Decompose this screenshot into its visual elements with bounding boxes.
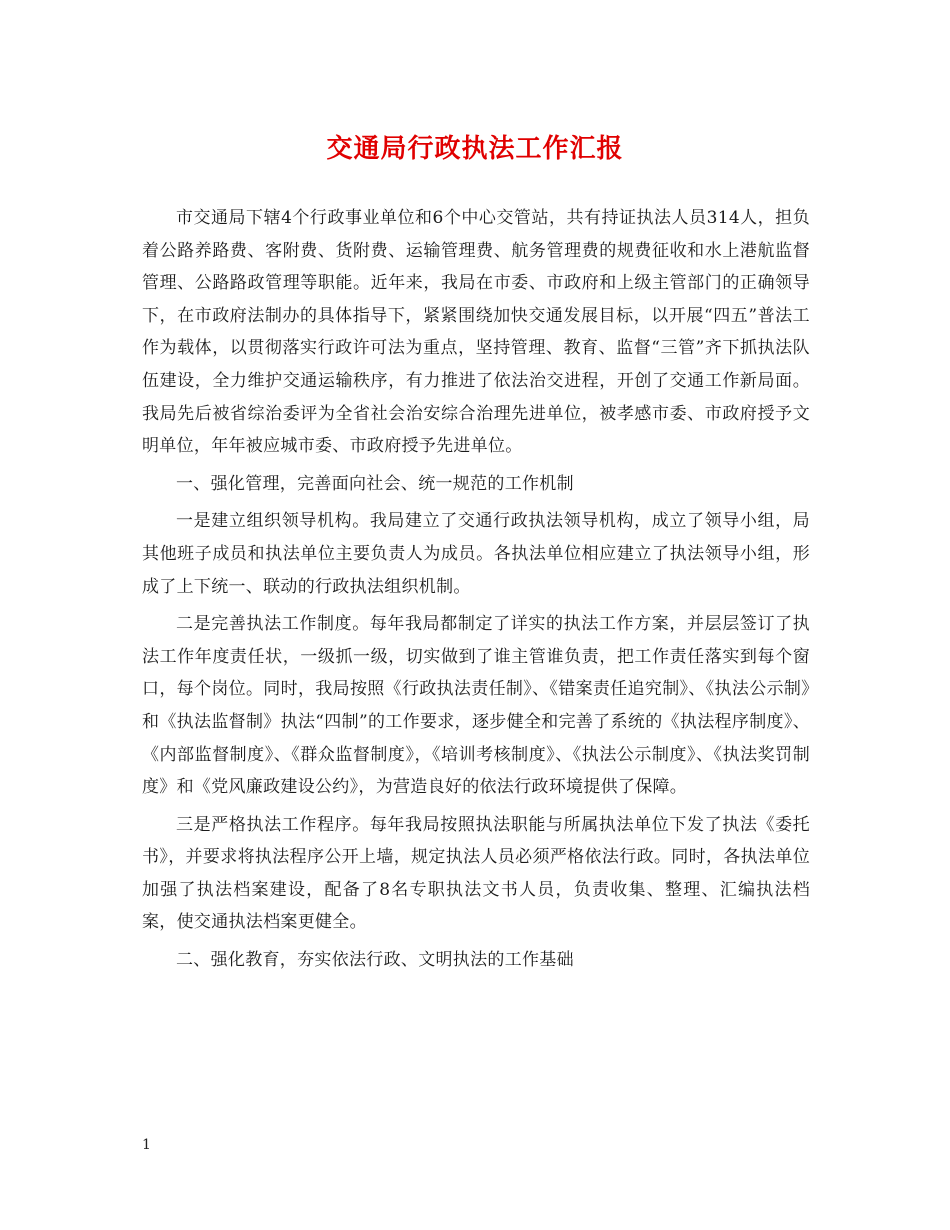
document-body <box>142 202 810 982</box>
document-title: 交通局行政执法工作汇报 <box>326 134 624 164</box>
section-heading-1: 一、强化管理，完善面向社会、统一规范的工作机制 <box>176 473 574 494</box>
page-number: 1 <box>142 1137 151 1153</box>
section-heading-2: 二、强化教育，夯实依法行政、文明执法的工作基础 <box>176 950 574 971</box>
paragraph-intro: 市交通局下辖4个行政事业单位和6个中心交管站，共有持证执法人员314人，担负着公路养路费、客附费、货附费、运输管理费、航务管理费的规费征收和水上港航监督管理、公路路政管理等职能。近年来，我局在市委、市政府和上级主管部门的正确领导下，在市政府法制办的具体指导下，紧紧围绕加快交通发展目标，以开展“四五”普法工作为载体，以贯彻落实行政许可法为重点，坚持管理、教育、监督“三管”齐下抓执法队伍建设，全力维护交通运输秩序，有力推进了依法治交进程，开创了交通工作新局面。我局先后被省综治委评为全省社会治安综合治理先进单位，被孝感市委、市政府授予文明单位，年年被应城市委、市政府授予先进单位。 <box>142 208 810 457</box>
paragraph-organization: 一是建立组织领导机构。我局建立了交通行政执法领导机构，成立了领导小组，局其他班子成员和执法单位主要负责人为成员。各执法单位相应建立了执法领导小组，形成了上下统一、联动的行政执法组织机制。 <box>142 511 810 597</box>
paragraph-system: 二是完善执法工作制度。每年我局都制定了详实的执法工作方案，并层层签订了执法工作年度责任状，一级抓一级，切实做到了谁主管谁负责，把工作责任落实到每个窗口，每个岗位。同时，我局按照《行政执法责任制》、《错案责任追究制》、《执法公示制》和《执法监督制》执法“四制”的工作要求，逐步健全和完善了系统的《执法程序制度》、《内部监督制度》、《群众监督制度》，《培训考核制度》、《执法公示制度》、《执法奖罚制度》和《党风廉政建设公约》，为营造良好的依法行政环境提供了保障。 <box>142 614 810 798</box>
paragraph-procedure: 三是严格执法工作程序。每年我局按照执法职能与所属执法单位下发了执法《委托书》，并要求将执法程序公开上墙，规定执法人员必须严格依法行政。同时，各执法单位加强了执法档案建设，配备了8名专职执法文书人员，负责收集、整理、汇编执法档案，使交通执法档案更健全。 <box>142 814 810 933</box>
